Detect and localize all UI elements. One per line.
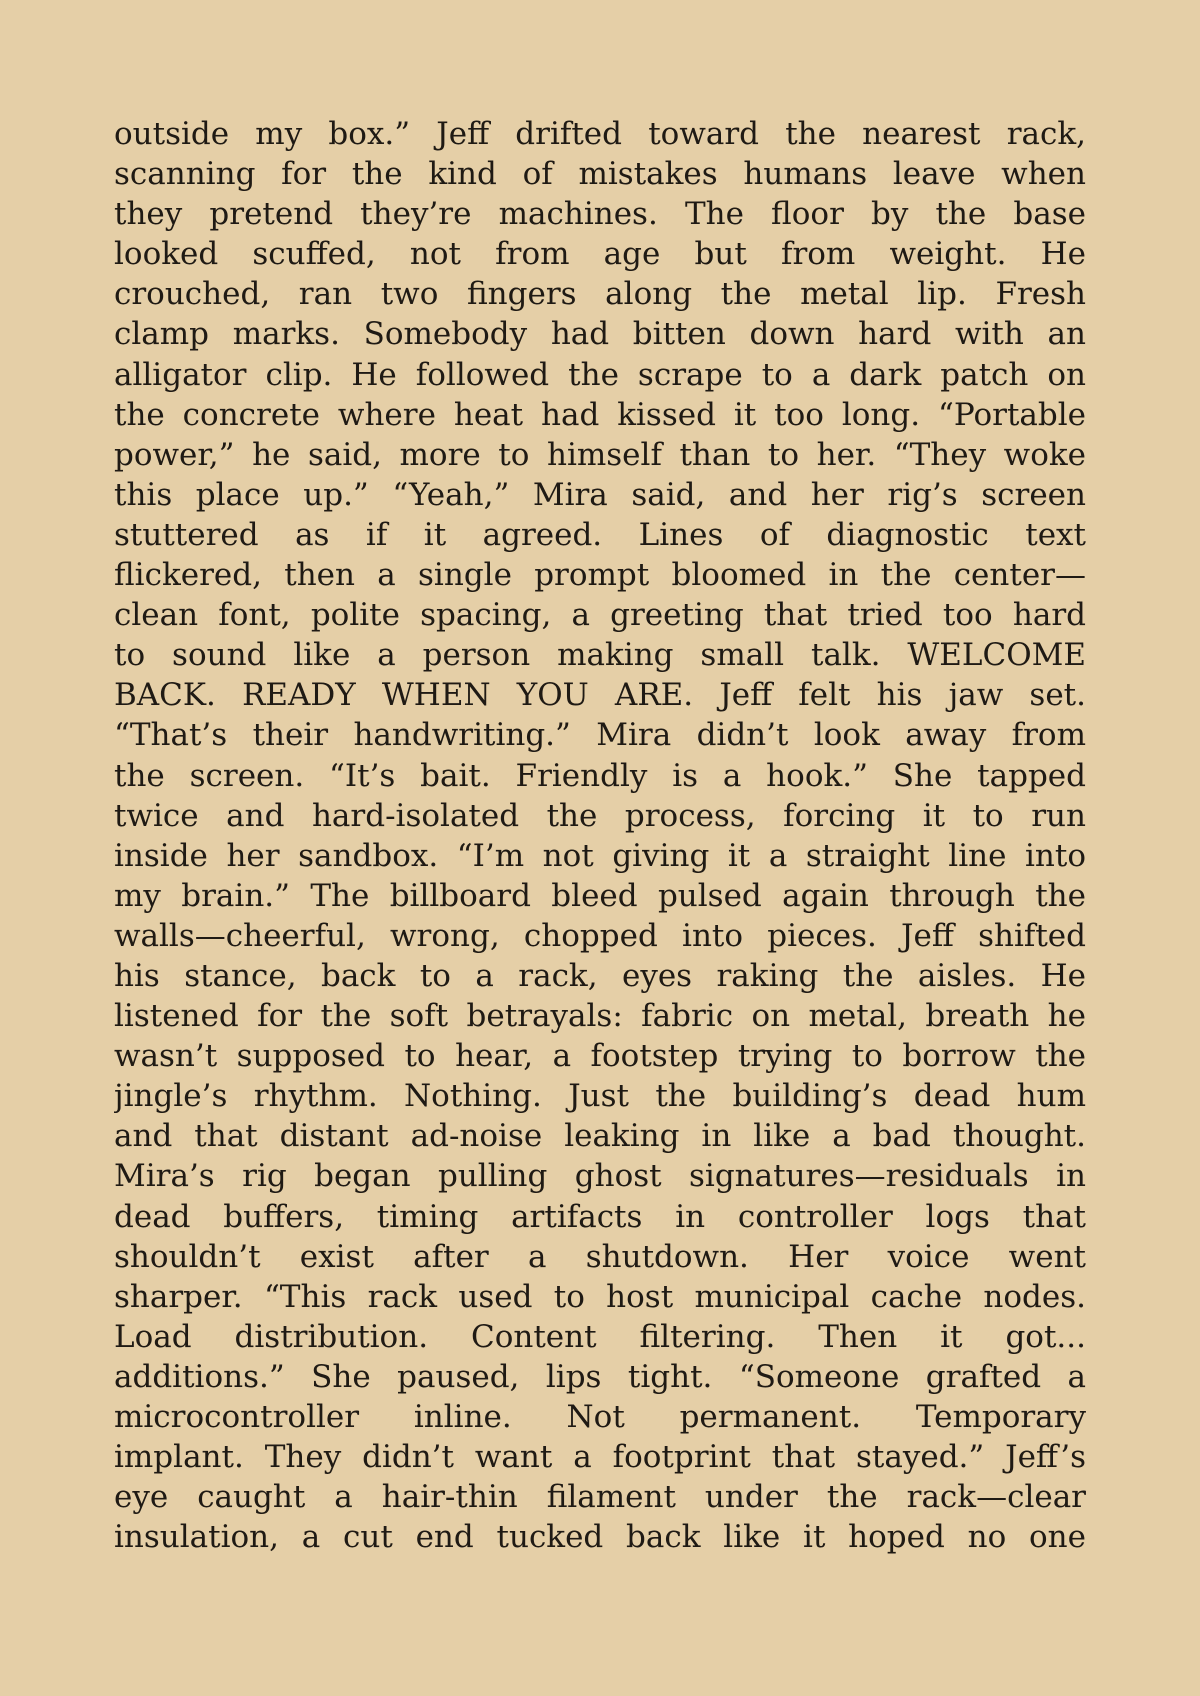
- text-line: my brain.” The billboard bleed pulsed again through the: [114, 877, 1086, 914]
- text-line: microcontroller inline. Not permanent. Temporary: [114, 1399, 1086, 1435]
- text-line: power,” he said, more to himself than to her. “They woke: [114, 436, 1086, 473]
- text-line: looked scuffed, not from age but from weight. He: [114, 236, 1086, 273]
- text-line: wasn’t supposed to hear, a footstep trying to borrow the: [114, 1038, 1086, 1075]
- text-line: Load distribution. Content filtering. Then it got...: [114, 1318, 1086, 1355]
- text-line: the concrete where heat had kissed it too long. “Portable: [114, 396, 1086, 433]
- text-line: clean font, polite spacing, a greeting that tried too hard: [114, 597, 1086, 634]
- text-line: inside her sandbox. “I’m not giving it a straight line into: [114, 837, 1086, 874]
- page-body-text: [114, 114, 1086, 1557]
- text-line: crouched, ran two fingers along the metal lip. Fresh: [114, 276, 1086, 313]
- text-line: “That’s their handwriting.” Mira didn’t look away from: [114, 717, 1086, 754]
- text-line: clamp marks. Somebody had bitten down hard with an: [114, 316, 1086, 353]
- text-line: his stance, back to a rack, eyes raking the aisles. He: [114, 957, 1086, 994]
- text-line: alligator clip. He followed the scrape to a dark patch on: [114, 356, 1086, 393]
- text-line: Mira’s rig began pulling ghost signatures—residuals in: [114, 1158, 1086, 1195]
- text-line: dead buffers, timing artifacts in controller logs that: [114, 1198, 1086, 1235]
- text-line: outside my box.” Jeff drifted toward the nearest rack,: [114, 116, 1086, 152]
- text-line: to sound like a person making small talk. WELCOME: [114, 637, 1086, 674]
- text-line: scanning for the kind of mistakes humans leave when: [114, 156, 1086, 193]
- text-line: listened for the soft betrayals: fabric on metal, breath he: [114, 998, 1086, 1035]
- text-line: this place up.” “Yeah,” Mira said, and her rig’s screen: [114, 476, 1086, 513]
- text-line: jingle’s rhythm. Nothing. Just the building’s dead hum: [114, 1078, 1086, 1115]
- text-line: flickered, then a single prompt bloomed in the center—: [114, 557, 1086, 594]
- text-line: additions.” She paused, lips tight. “Someone grafted a: [114, 1358, 1086, 1395]
- text-line: they pretend they’re machines. The floor by the base: [114, 196, 1086, 233]
- text-line: stuttered as if it agreed. Lines of diagnostic text: [114, 516, 1086, 553]
- text-line: insulation, a cut end tucked back like it hoped no one: [114, 1519, 1086, 1556]
- text-line: twice and hard-isolated the process, forcing it to run: [114, 797, 1086, 834]
- text-line: the screen. “It’s bait. Friendly is a hook.” She tapped: [114, 757, 1086, 794]
- text-line: implant. They didn’t want a footprint that stayed.” Jeff’s: [114, 1439, 1086, 1476]
- text-line: walls—cheerful, wrong, chopped into pieces. Jeff shifted: [114, 917, 1086, 954]
- text-line: sharper. “This rack used to host municipal cache nodes.: [114, 1278, 1086, 1315]
- text-line: and that distant ad-noise leaking in like a bad thought.: [114, 1118, 1086, 1155]
- text-line: BACK. READY WHEN YOU ARE. Jeff felt his jaw set.: [114, 677, 1086, 714]
- text-line: eye caught a hair-thin filament under the rack—clear: [114, 1479, 1086, 1516]
- text-line: shouldn’t exist after a shutdown. Her voice went: [114, 1238, 1086, 1275]
